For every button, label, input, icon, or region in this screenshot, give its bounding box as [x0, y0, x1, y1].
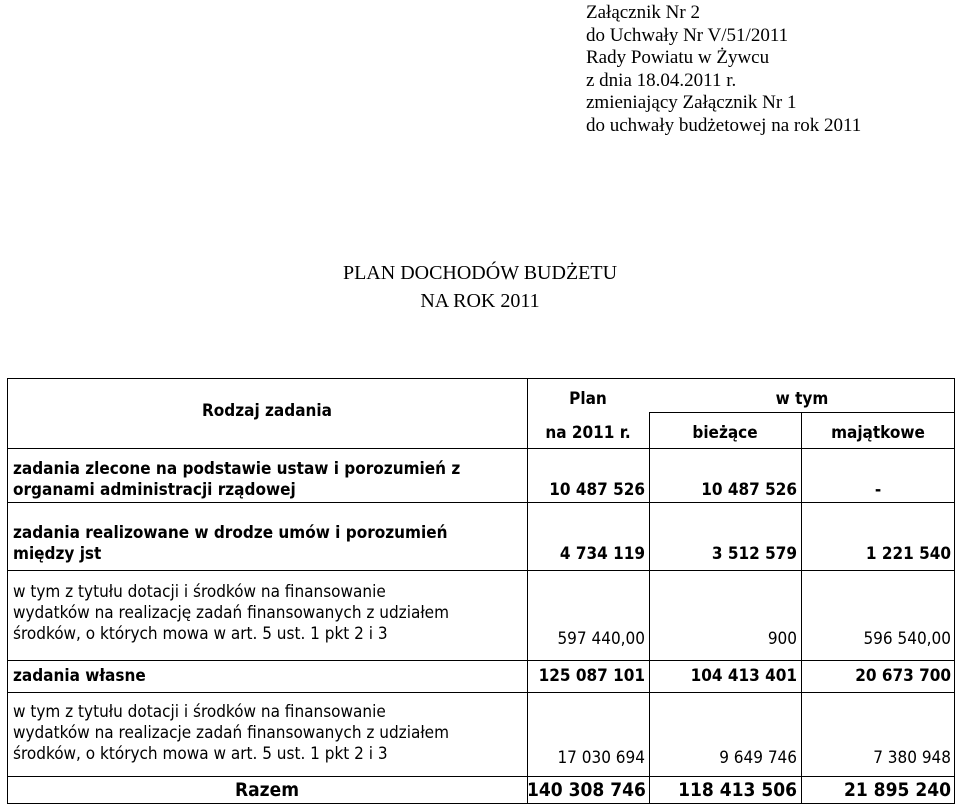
row-4-current: 104 413 401: [690, 666, 797, 686]
page-title: [0, 259, 960, 315]
header-current: bieżące: [692, 423, 758, 443]
row-3-label: [13, 582, 449, 645]
row-5-label: [13, 702, 449, 765]
header-of-which: w tym: [775, 389, 829, 409]
header-task-type: Rodzaj zadania: [202, 401, 332, 421]
header-plan: Plan: [569, 389, 607, 409]
row-label-line: zadania własne: [13, 666, 146, 686]
row-label-line: wydatków na realizacje zadań finansowanych z udziałem: [13, 723, 449, 743]
row-1-plan: 10 487 526: [549, 480, 645, 500]
table-border-bottom: [7, 803, 955, 804]
row-label-line: w tym z tytułu dotacji i środków na finansowanie: [13, 582, 386, 602]
row-line-4: [7, 692, 955, 693]
row-label-line: środków, o których mowa w art. 5 ust. 1 pkt 2 i 3: [13, 624, 388, 644]
row-2-capital: 1 221 540: [865, 544, 951, 564]
row-line-1: [7, 502, 955, 503]
row-label-line: w tym z tytułu dotacji i środków na finansowanie: [13, 702, 386, 722]
row-3-plan: 597 440,00: [557, 629, 645, 649]
attachment-line: z dnia 18.04.2011 r.: [586, 69, 737, 91]
row-1-capital: -: [874, 480, 882, 500]
row-4-label: [13, 666, 146, 687]
row-label-line: wydatków na realizację zadań finansowanych z udziałem: [13, 603, 449, 623]
total-label: Razem: [234, 779, 300, 801]
row-5-plan: 17 030 694: [557, 748, 645, 768]
row-2-label: [13, 523, 448, 565]
table-border-left: [7, 378, 8, 804]
total-plan: 140 308 746: [527, 779, 646, 801]
row-line-3: [7, 660, 955, 661]
header-bottom-line: [7, 448, 955, 449]
row-label-line: między jst: [13, 544, 102, 564]
attachment-line: Załącznik Nr 2: [586, 2, 700, 23]
header-plan-year: na 2011 r.: [545, 423, 631, 443]
row-1-current: 10 487 526: [701, 480, 797, 500]
row-2-plan: 4 734 119: [559, 544, 645, 564]
total-current: 118 413 506: [678, 779, 797, 801]
row-4-plan: 125 087 101: [538, 666, 645, 686]
table-border-top: [7, 378, 955, 379]
attachment-line: do uchwały budżetowej na rok 2011: [586, 114, 862, 136]
title-line-1: PLAN DOCHODÓW BUDŻETU: [342, 262, 618, 284]
row-4-capital: 20 673 700: [855, 666, 951, 686]
col-sep-3: [801, 412, 802, 804]
row-label-line: środków, o których mowa w art. 5 ust. 1 pkt 2 i 3: [13, 744, 388, 764]
row-line-5: [7, 776, 955, 777]
row-label-line: organami administracji rządowej: [13, 480, 296, 500]
total-capital: 21 895 240: [843, 779, 951, 801]
attachment-line: Rady Powiatu w Żywcu: [586, 47, 770, 68]
title-line-2: NA ROK 2011: [420, 290, 540, 312]
row-3-capital: 596 540,00: [863, 629, 951, 649]
row-line-2: [7, 570, 955, 571]
row-2-current: 3 512 579: [711, 544, 797, 564]
row-3-current: 900: [767, 629, 797, 649]
header-sub-line: [649, 412, 955, 413]
row-label-line: zadania zlecone na podstawie ustaw i porozumień z: [13, 459, 461, 479]
row-label-line: zadania realizowane w drodze umów i porozumień: [13, 523, 448, 543]
col-sep-2: [649, 412, 650, 804]
header-capital: majątkowe: [831, 423, 925, 443]
row-5-capital: 7 380 948: [873, 748, 951, 768]
budget-table: [7, 378, 955, 804]
attachment-note: [586, 2, 861, 137]
attachment-line: do Uchwały Nr V/51/2011: [586, 24, 789, 46]
attachment-line: zmieniający Załącznik Nr 1: [586, 92, 797, 113]
row-1-label: [13, 459, 460, 501]
row-5-current: 9 649 746: [719, 748, 797, 768]
